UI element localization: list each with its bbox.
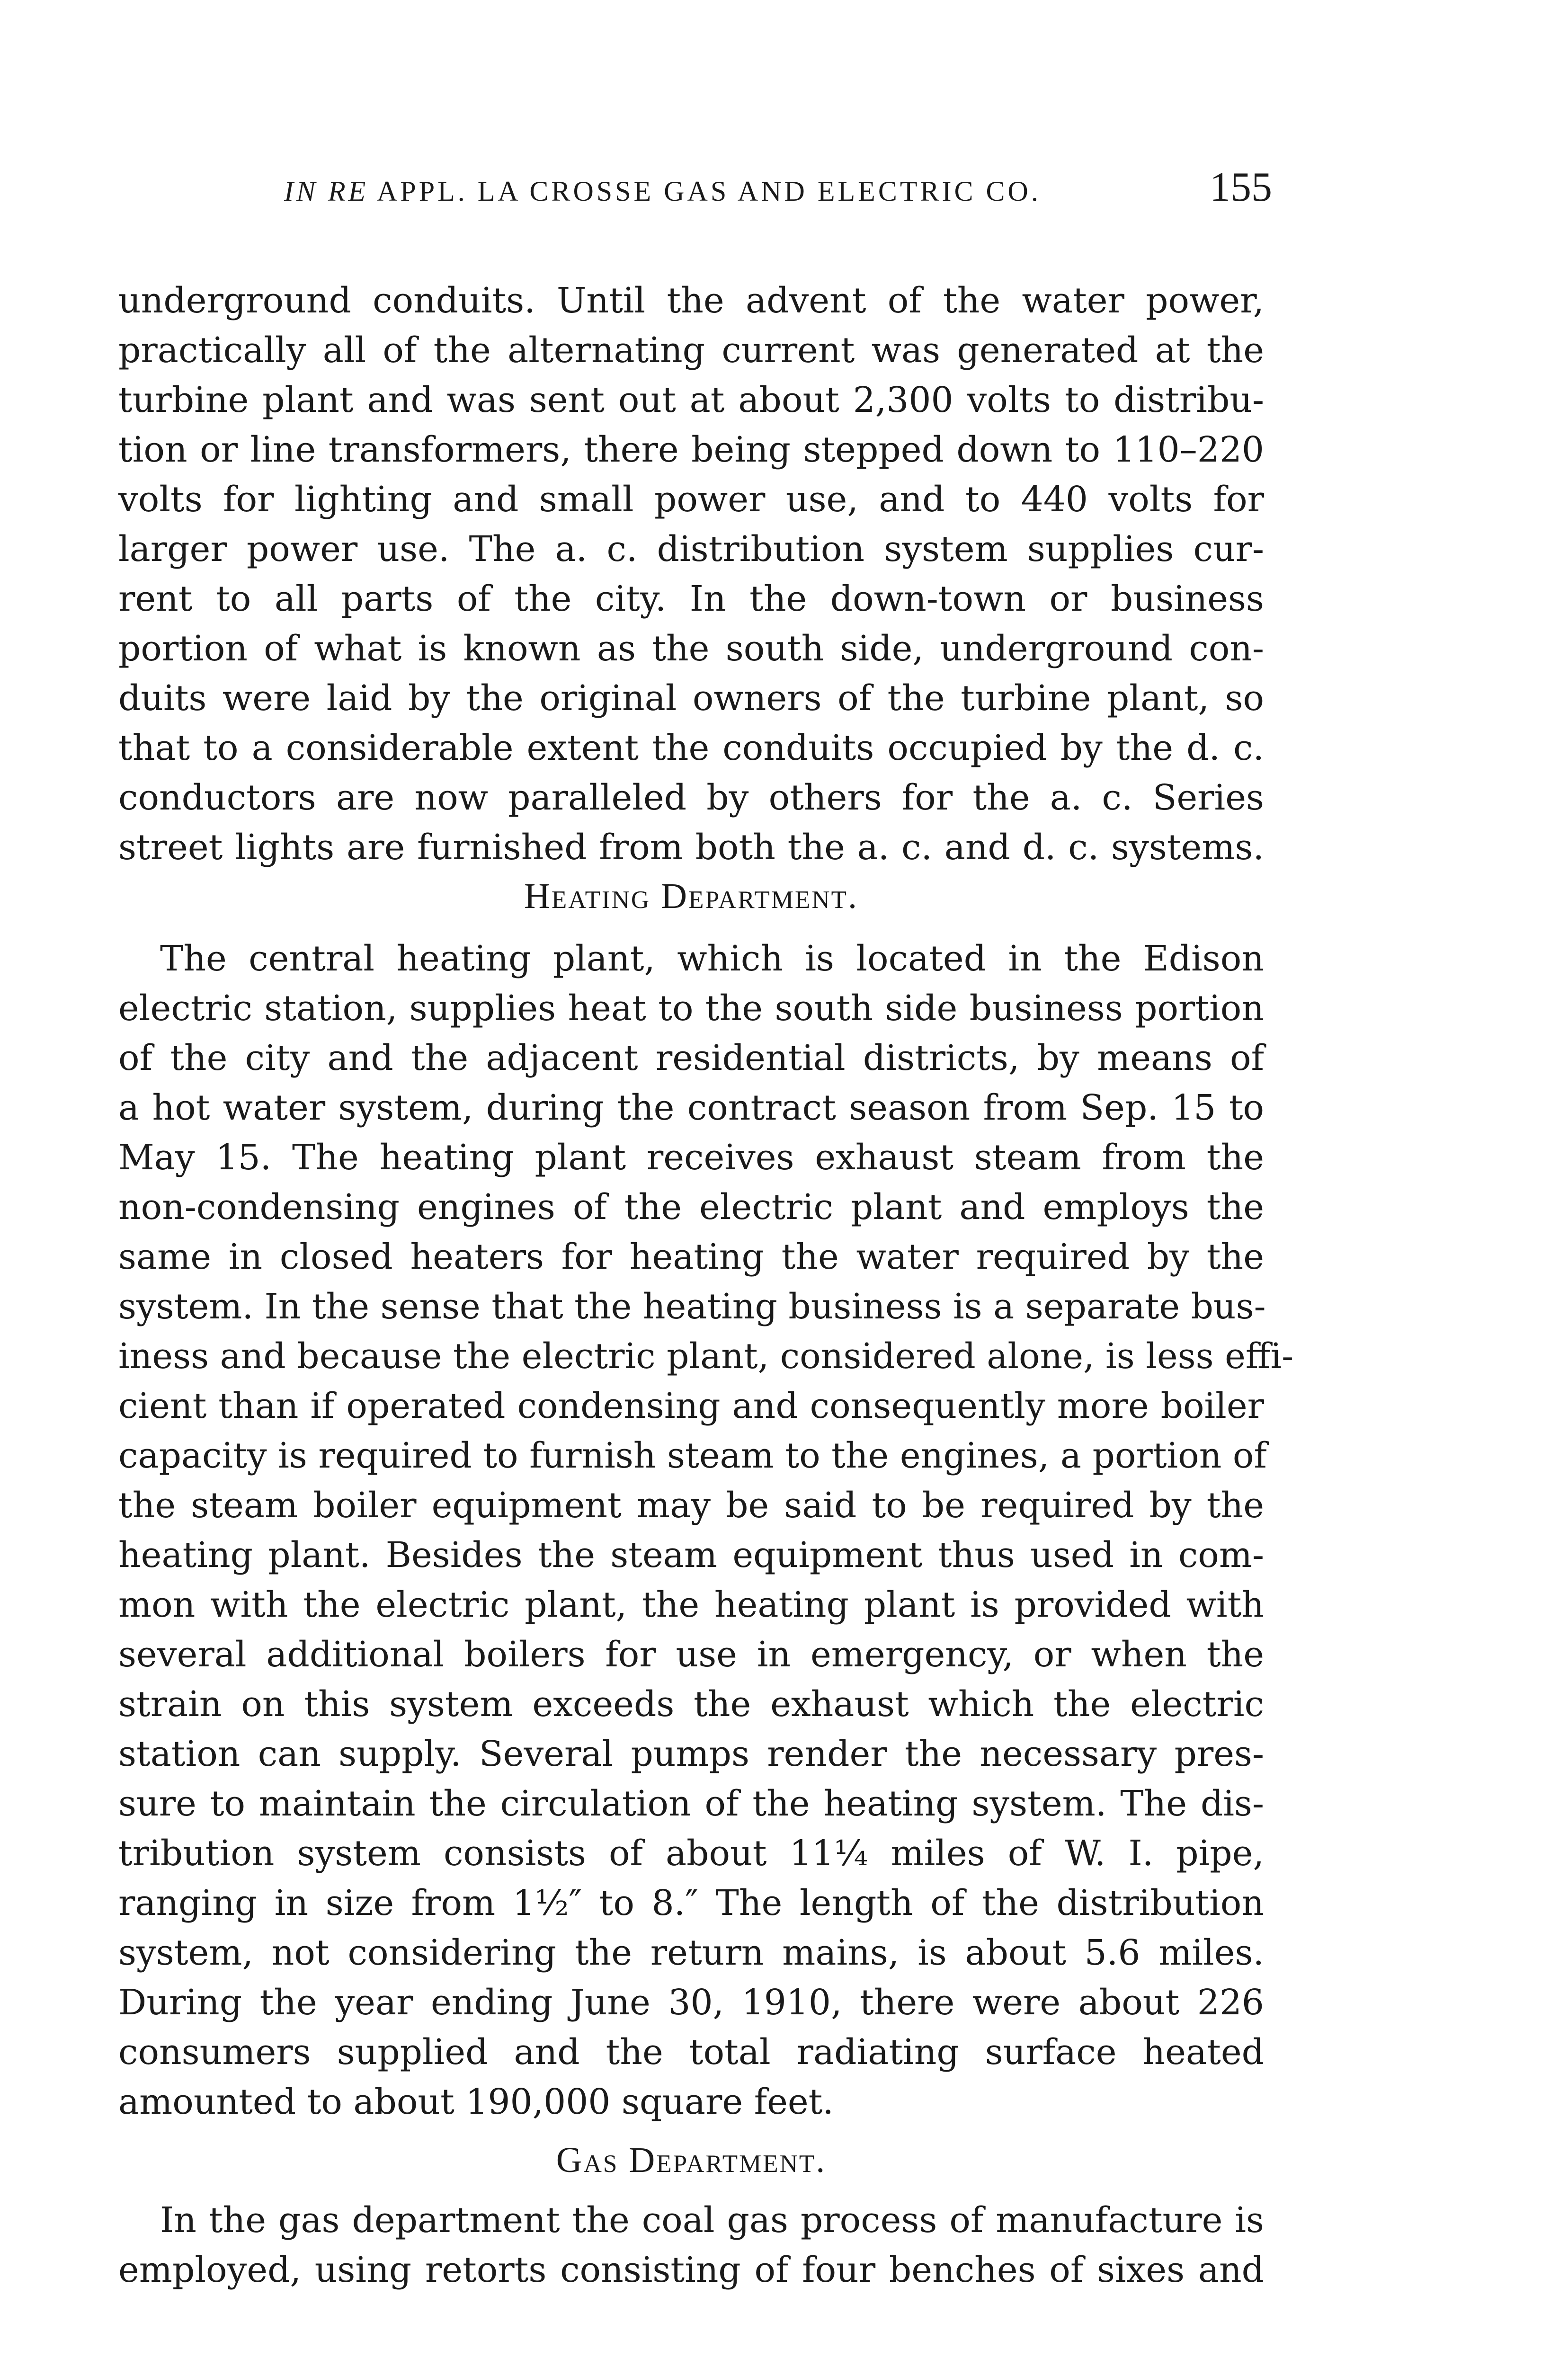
text-line: strain on this system exceeds the exhaust which the electric [118, 1684, 1264, 1725]
text-line: tribution system consists of about 11¼ miles of W. I. pipe, [118, 1833, 1264, 1874]
text-line: system. In the sense that the heating business is a separate bus- [118, 1286, 1266, 1327]
text-line: that to a considerable extent the conduits occupied by the d. c. [118, 728, 1264, 768]
text-line: station can supply. Several pumps render the necessary pres- [118, 1734, 1264, 1774]
text-line: of the city and the adjacent residential districts, by means of [118, 1038, 1264, 1078]
section-heading-heating: Heating Department. [524, 876, 859, 916]
text-line: In the gas department the coal gas process of manufacture is [160, 2200, 1264, 2241]
text-line: sure to maintain the circulation of the heating system. The dis- [118, 1783, 1264, 1824]
section-heading-gas: Gas Department. [556, 2140, 827, 2180]
text-line: tion or line transformers, there being stepped down to 110–220 [118, 429, 1264, 470]
text-line: electric station, supplies heat to the south side business portion [118, 988, 1264, 1029]
text-line: duits were laid by the original owners of the turbine plant, so [118, 678, 1264, 719]
text-line: underground conduits. Until the advent of the water power, [118, 280, 1264, 321]
text-line: the steam boiler equipment may be said to be required by the [118, 1485, 1264, 1526]
text-line: volts for lighting and small power use, and to 440 volts for [118, 479, 1264, 520]
text-line: ranging in size from 1½″ to 8.″ The length of the distribution [118, 1883, 1264, 1923]
text-line: rent to all parts of the city. In the down-town or business [118, 578, 1264, 619]
running-head-title: APPL. LA CROSSE GAS AND ELECTRIC CO. [377, 176, 1041, 207]
text-line: heating plant. Besides the steam equipment thus used in com- [118, 1535, 1264, 1575]
page-number: 155 [1210, 164, 1272, 210]
text-line: street lights are furnished from both the a. c. and d. c. systems. [118, 827, 1264, 868]
text-line: employed, using retorts consisting of four benches of sixes and [118, 2250, 1264, 2290]
text-line: iness and because the electric plant, considered alone, is less effi- [118, 1336, 1294, 1377]
text-line: capacity is required to furnish steam to the engines, a portion of [118, 1435, 1267, 1476]
text-line: The central heating plant, which is located in the Edison [160, 938, 1264, 979]
text-line: mon with the electric plant, the heating plant is provided with [118, 1584, 1264, 1625]
text-line: larger power use. The a. c. distribution system supplies cur- [118, 529, 1264, 570]
text-line: During the year ending June 30, 1910, there were about 226 [118, 1982, 1264, 2023]
text-line: a hot water system, during the contract season from Sep. 15 to [118, 1087, 1264, 1128]
running-head-italic: IN RE [284, 176, 369, 207]
text-line: cient than if operated condensing and consequently more boiler [118, 1386, 1264, 1426]
text-line: practically all of the alternating current was generated at the [118, 330, 1264, 371]
text-line: non-condensing engines of the electric plant and employs the [118, 1187, 1264, 1228]
running-head [284, 175, 1089, 208]
text-line: same in closed heaters for heating the water required by the [118, 1237, 1264, 1277]
text-line: conductors are now paralleled by others for the a. c. Series [118, 777, 1264, 818]
text-line: May 15. The heating plant receives exhaust steam from the [118, 1137, 1264, 1178]
text-line: several additional boilers for use in emergency, or when the [118, 1634, 1264, 1675]
text-line: turbine plant and was sent out at about 2,300 volts to distribu- [118, 380, 1264, 420]
text-line: portion of what is known as the south side, underground con- [118, 628, 1264, 669]
text-line: amounted to about 190,000 square feet. [118, 2082, 834, 2122]
text-line: consumers supplied and the total radiating surface heated [118, 2032, 1264, 2073]
text-line: system, not considering the return mains, is about 5.6 miles. [118, 1932, 1264, 1973]
